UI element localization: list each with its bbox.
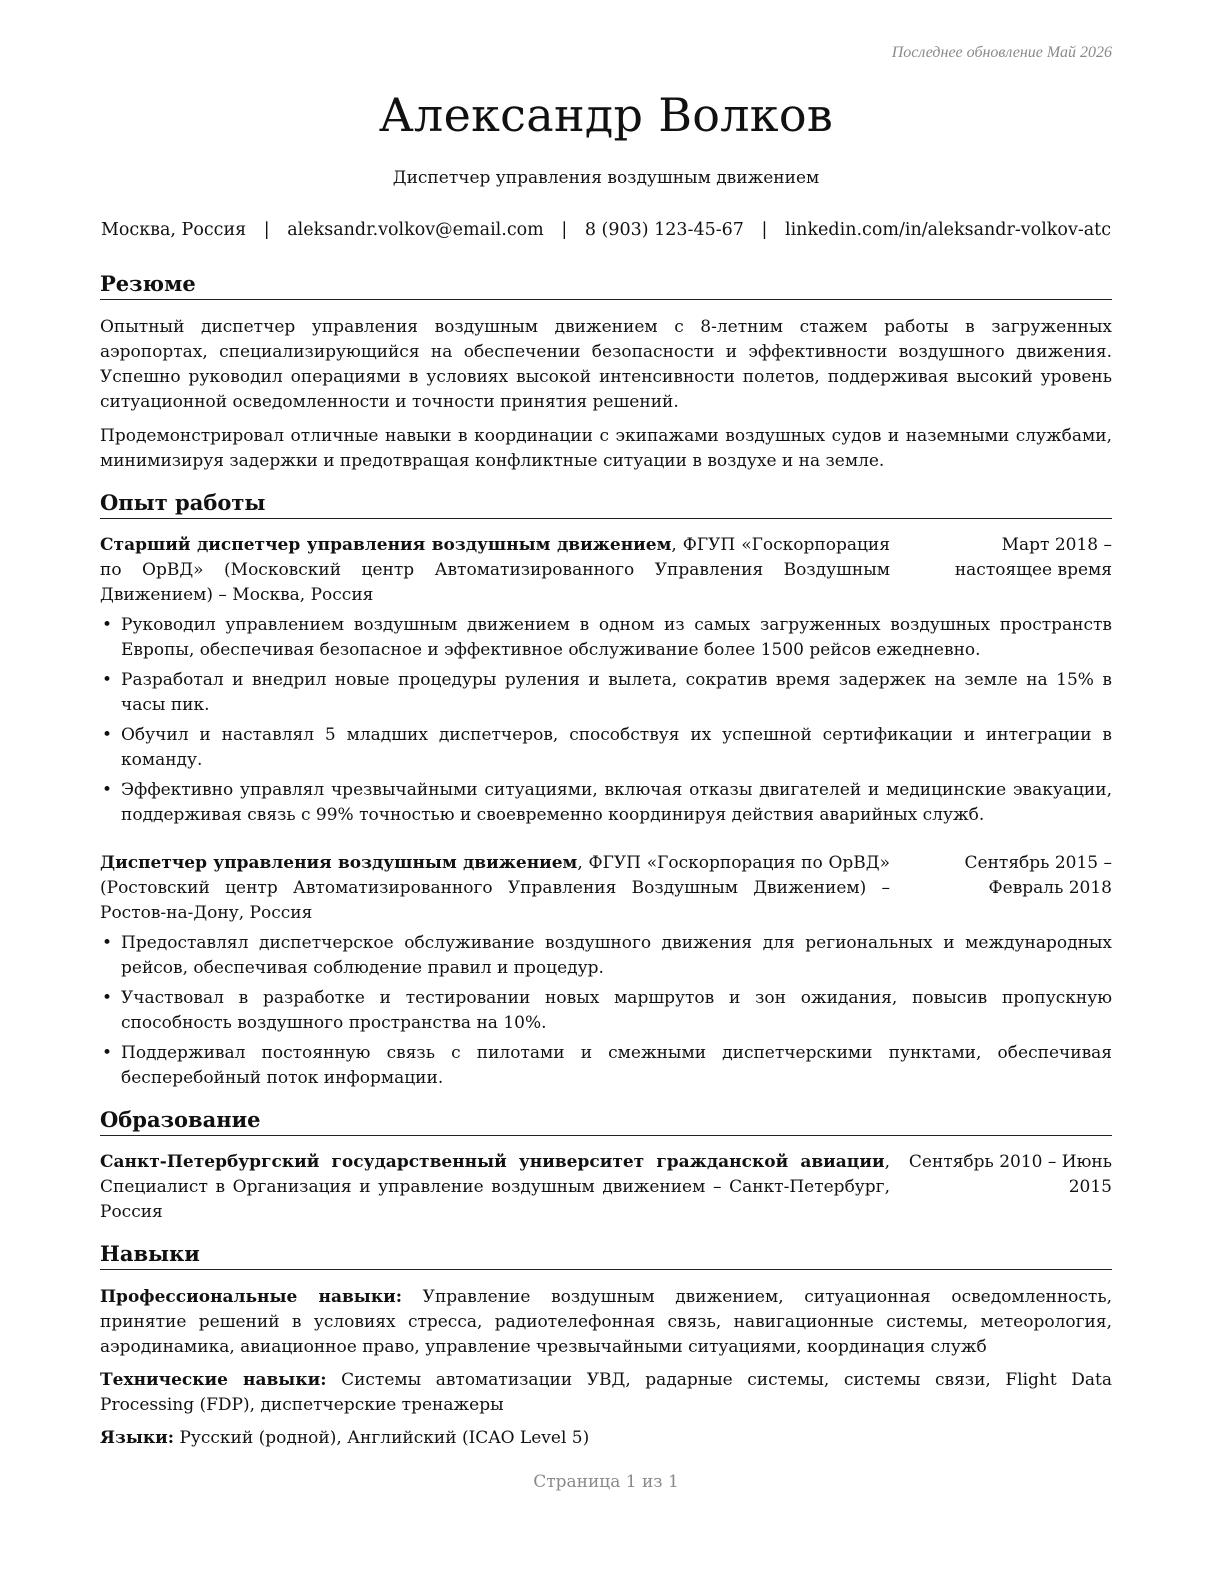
job-dates: Март 2018 – настоящее время xyxy=(954,535,1112,580)
bullet-text: Разработал и внедрил новые процедуры руления и вылета, сократив время задержек на земле на 15% в часы пик. xyxy=(121,670,1112,715)
skill-label: Профессиональные навыки: xyxy=(100,1287,403,1307)
job-role: Диспетчер управления воздушным движением xyxy=(392,168,820,188)
bullet-icon: • xyxy=(102,780,113,800)
contact-separator: | xyxy=(263,220,270,240)
bullet-text: Эффективно управлял чрезвычайными ситуациями, включая отказы двигателей и медицинские эвакуации, поддерживая связь с 99% точностью и своевременно координируя действия аварийных служб. xyxy=(121,780,1112,825)
skills-section xyxy=(100,1285,1112,1459)
contact-linkedin[interactable]: linkedin.com/in/aleksandr-volkov-atc xyxy=(784,220,1112,240)
section-title-education: Образование xyxy=(100,1106,1112,1136)
skill-label: Языки: xyxy=(100,1428,175,1448)
job-position: Старший диспетчер управления воздушным движением xyxy=(100,535,672,555)
job-entry xyxy=(100,851,1112,1096)
job-title xyxy=(100,533,890,608)
contact-location: Москва, Россия xyxy=(100,220,247,240)
contact-separator: | xyxy=(761,220,768,240)
job-bullets xyxy=(100,931,1112,1091)
list-item xyxy=(100,613,1112,663)
contact-email[interactable]: aleksandr.volkov@email.com xyxy=(287,220,544,240)
bullet-icon: • xyxy=(102,988,113,1008)
section-title-experience: Опыт работы xyxy=(100,489,1112,519)
skill-text: Системы автоматизации УВД, радарные системы, системы связи, Flight Data Processing (FDP), диспетчерские тренажеры xyxy=(100,1370,1112,1415)
skill-group xyxy=(100,1426,1112,1451)
list-item xyxy=(100,723,1112,773)
list-item xyxy=(100,986,1112,1036)
education-title xyxy=(100,1150,890,1225)
bullet-text: Поддерживал постоянную связь с пилотами и смежными диспетчерскими пунктами, обеспечивая бесперебойный поток информации. xyxy=(121,1043,1112,1088)
education-header xyxy=(100,1150,1112,1225)
education-dates: Сентябрь 2010 – Июнь 2015 xyxy=(908,1152,1112,1197)
list-item xyxy=(100,931,1112,981)
summary-section xyxy=(100,315,1112,474)
education-entry xyxy=(100,1150,1112,1225)
contact-phone[interactable]: 8 (903) 123-45-67 xyxy=(584,220,744,240)
last-updated: Последнее обновление Май 2026 xyxy=(891,44,1112,61)
section-title-summary: Резюме xyxy=(100,270,1112,300)
page-footer: Страница 1 из 1 xyxy=(533,1472,679,1492)
bullet-text: Предоставлял диспетчерское обслуживание воздушного движения для региональных и международных рейсов, обеспечивая соблюдение правил и процедур. xyxy=(121,933,1112,978)
job-bullets xyxy=(100,613,1112,828)
job-organization: , ФГУП «Госкорпорация по ОрВД» (Московский центр Автоматизированного Управления Воздушным Движением) – Москва, Россия xyxy=(100,535,890,605)
job-header xyxy=(100,851,1112,926)
job-dates: Сентябрь 2015 – Февраль 2018 xyxy=(964,853,1112,898)
skill-group xyxy=(100,1285,1112,1360)
skill-text: Управление воздушным движением, ситуационная осведомленность, принятие решений в условиях стресса, радиотелефонная связь, навигационные системы, метеорология, аэродинамика, авиационное право, управление чрезвычайными ситуациями, координация служб xyxy=(100,1287,1112,1357)
bullet-icon: • xyxy=(102,725,113,745)
bullet-text: Руководил управлением воздушным движением в одном из самых загруженных воздушных пространств Европы, обеспечивая безопасное и эффективное обслуживание более 1500 рейсов ежедневно. xyxy=(121,615,1112,660)
skill-group xyxy=(100,1368,1112,1418)
skill-text: Русский (родной), Английский (ICAO Level 5) xyxy=(174,1428,590,1448)
contact-line xyxy=(80,220,1132,240)
list-item xyxy=(100,1041,1112,1091)
bullet-text: Обучил и наставлял 5 младших диспетчеров, способствуя их успешной сертификации и интеграции в команду. xyxy=(121,725,1112,770)
contact-separator: | xyxy=(561,220,568,240)
job-title xyxy=(100,851,890,926)
bullet-icon: • xyxy=(102,670,113,690)
section-title-skills: Навыки xyxy=(100,1240,1112,1270)
job-entry xyxy=(100,533,1112,833)
bullet-text: Участвовал в разработке и тестировании новых маршрутов и зон ожидания, повысив пропускную способность воздушного пространства на 10%. xyxy=(121,988,1112,1033)
list-item xyxy=(100,668,1112,718)
bullet-icon: • xyxy=(102,615,113,635)
list-item xyxy=(100,778,1112,828)
person-name: Александр Волков xyxy=(378,88,834,142)
job-organization: , ФГУП «Госкорпорация по ОрВД» (Ростовский центр Автоматизированного Управления Воздушным Движением) – Ростов-на-Дону, Россия xyxy=(100,853,891,923)
summary-paragraph: Продемонстрировал отличные навыки в координации с экипажами воздушных судов и наземными службами, минимизируя задержки и предотвращая конфликтные ситуации в воздухе и на земле. xyxy=(100,426,1112,471)
bullet-icon: • xyxy=(102,1043,113,1063)
education-school: Санкт-Петербургский государственный университет гражданской авиации xyxy=(100,1152,885,1172)
job-position: Диспетчер управления воздушным движением xyxy=(100,853,578,873)
skill-label: Технические навыки: xyxy=(100,1370,327,1390)
job-header xyxy=(100,533,1112,608)
education-details: , Специалист в Организация и управление воздушным движением – Санкт-Петербург, Россия xyxy=(100,1152,890,1222)
summary-paragraph: Опытный диспетчер управления воздушным движением с 8-летним стажем работы в загруженных аэропортах, специализирующийся на обеспечении безопасности и эффективности воздушного движения. Успешно руководил операциями в условиях высокой интенсивности полетов, поддерживая высокий уровень ситуационной осведомленности и точности принятия решений. xyxy=(100,317,1112,412)
bullet-icon: • xyxy=(102,933,113,953)
